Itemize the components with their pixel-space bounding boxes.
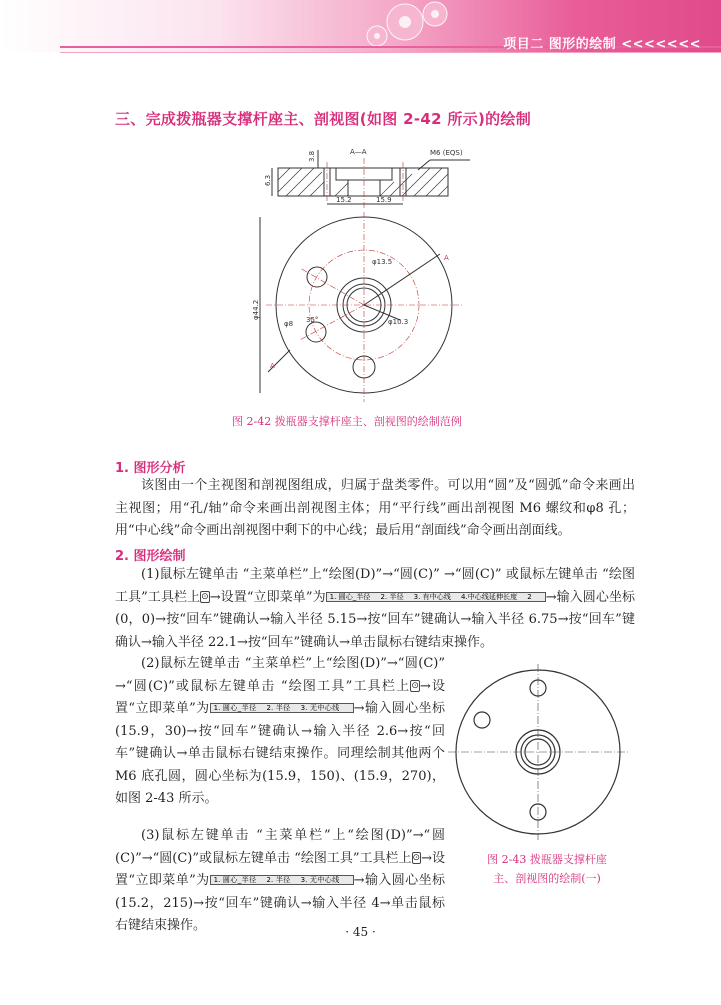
step-2-text-a: (2)鼠标左键单击 “主菜单栏”上“绘图(D)”→“圆(C)” →“圆(C)”或鼠标左键单击 “绘图工具”工具栏上 [115, 656, 445, 694]
label-3-8: 3.8 [308, 150, 316, 162]
analysis-text: 该图由一个主视图和剖视图组成，归属于盘类零件。可以用“圆”及“圆弧”命令来画出主视图；用“孔/轴”命令来画出剖视图主体；用“平行线”画出剖视图 M6 螺纹和φ8 孔；用“中心线”命令画出剖视图中剩下的中心线；最后用“剖面线”命令画出剖面线。 [115, 478, 635, 538]
step-3-text-a: (3)鼠标左键单击 “主菜单栏”上“绘图(D)”→“圆(C)”→“圆(C)”或鼠标左键单击 “绘图工具”工具栏上 [115, 828, 445, 866]
page-number: · 45 · [345, 925, 376, 939]
step-3-text-b: →设置“立即菜单”为 [115, 850, 445, 888]
figure-2-43-caption-line1: 图 2-43 拨瓶器支撑杆座 [487, 853, 607, 866]
drawing-heading: 2. 图形绘制 [115, 549, 186, 564]
step-2-text-c: →输入圆心坐标(15.9，30)→按“回车”键确认→输入半径 2.6→按“回车”键确认→单击鼠标右键结束操作。同理绘制其他两个 M6 底孔圆，圆心坐标为(15.9，150)、(15.9，270)，如图 2-43 所示。 [115, 701, 446, 806]
step-2 [115, 653, 445, 811]
hole-left [474, 712, 490, 728]
page-header [0, 0, 721, 66]
label-dia-13-5: φ13.5 [372, 258, 393, 266]
label-thread: M6 (EQS) [430, 149, 463, 157]
step-3 [115, 825, 445, 938]
immediate-menu-3: 1. 圆心_半径 2. 半径 3. 无中心线 [210, 875, 354, 885]
figure-2-43 [438, 660, 638, 845]
step-2-text-b: →设置“立即菜单”为 [115, 678, 445, 716]
step-1-text-c: →输入圆心坐标(0，0)→按“回车”键确认→输入半径 5.15→按“回车”键确认→输入半径 6.75→按“回车”键确认→输入半径 22.1→按“回车”键确认→单击鼠标右键结束操作。 [115, 589, 636, 650]
label-15-2: 15.2 [336, 196, 352, 204]
label-a-top: A [444, 254, 449, 262]
step-1-text-b: →设置“立即菜单”为 [209, 589, 326, 605]
label-section: A—A [350, 148, 367, 156]
header-title: 项目二 图形的绘制 <<<<<<< [503, 37, 701, 52]
step-1 [115, 564, 635, 654]
circle-tool-icon[interactable]: ⊙ [201, 592, 209, 602]
figure-2-42 [240, 140, 500, 405]
figure-2-42-caption: 图 2-42 拨瓶器支撑杆座主、剖视图的绘制范例 [232, 415, 462, 428]
label-dia-8: φ8 [284, 320, 294, 328]
section-title: 三、完成拨瓶器支撑杆座主、剖视图(如图 2-42 所示)的绘制 [115, 110, 531, 128]
gear-decoration [345, 0, 465, 52]
label-6-3: 6.3 [264, 174, 272, 186]
immediate-menu-1: 1. 圆心_半径 2. 半径 3. 有中心线 4.中心线延伸长度 2 [326, 592, 546, 602]
label-dia-10-3: φ10.3 [388, 318, 409, 326]
header-rule-thin [60, 52, 721, 53]
label-angle-35: 35° [306, 316, 319, 324]
circle-tool-icon[interactable]: ⊙ [411, 681, 419, 691]
figure-2-43-caption [462, 850, 632, 888]
immediate-menu-2: 1. 圆心_半径 2. 半径 3. 无中心线 [210, 703, 354, 713]
circle-tool-icon[interactable]: ⊙ [412, 853, 421, 863]
figure-2-43-caption-line2: 主、剖视图的绘制(一) [493, 872, 601, 885]
step-3-text-c: →输入圆心坐标(15.2，215)→按“回车”键确认→输入半径 4→单击鼠标右键结束操作。 [115, 873, 446, 933]
step-1-text-a: (1)鼠标左键单击 “主菜单栏”上“绘图(D)”→“圆(C)” →“圆(C)” 或鼠标左键单击 “绘图工具”工具栏上 [115, 567, 635, 605]
label-a-bottom: A [270, 362, 275, 370]
analysis-heading: 1. 图形分析 [115, 461, 186, 476]
label-dia-44-2: φ44.2 [252, 299, 260, 320]
label-15-9: 15.9 [376, 196, 392, 204]
